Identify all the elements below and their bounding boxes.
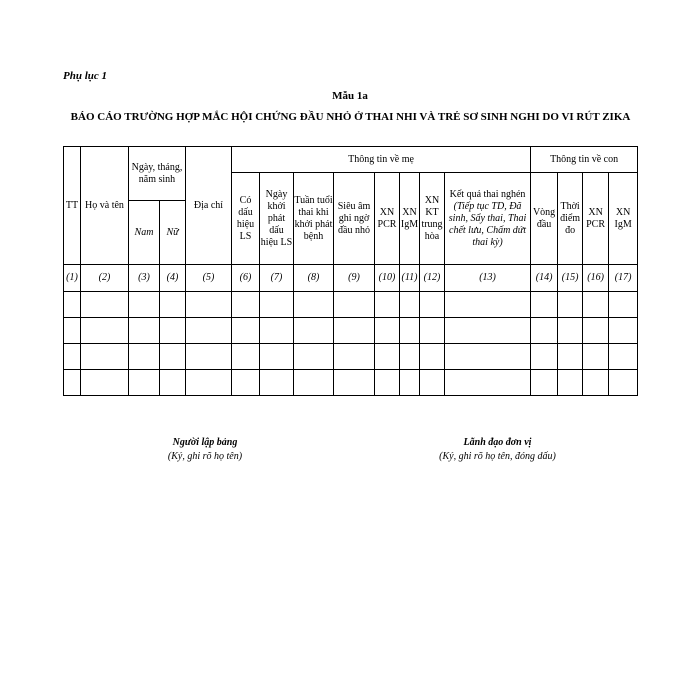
table-cell[interactable]: [609, 344, 638, 370]
form-code: Mẫu 1a: [332, 90, 368, 102]
table-cell[interactable]: [420, 292, 445, 318]
col-header-name: Họ và tên: [81, 147, 129, 265]
table-row: [64, 344, 638, 370]
table-cell[interactable]: [400, 370, 420, 396]
col-header-female: Nữ: [160, 201, 186, 265]
table-cell[interactable]: [558, 318, 583, 344]
table-row: [64, 318, 638, 344]
table-cell[interactable]: [160, 370, 186, 396]
column-number: (15): [558, 265, 583, 292]
outcome-options: (Tiếp tục TD, Đã sinh, Sẩy thai, Thai chết lưu, Chấm dứt thai kỳ): [448, 200, 527, 248]
table-cell[interactable]: [260, 318, 294, 344]
table-cell[interactable]: [232, 344, 260, 370]
col-header-pregnancy-outcome: [445, 173, 531, 265]
table-cell[interactable]: [445, 370, 531, 396]
table-cell[interactable]: [583, 344, 609, 370]
report-title: BÁO CÁO TRƯỜNG HỢP MẮC HỘI CHỨNG ĐẦU NHỎ Ở THAI NHI VÀ TRẺ SƠ SINH NGHI DO VI RÚT ZIKA: [70, 111, 631, 123]
group-header-child: Thông tin về con: [531, 147, 638, 173]
table-cell[interactable]: [186, 318, 232, 344]
col-header-head-circumference: Vòng đầu: [531, 173, 558, 265]
table-cell[interactable]: [583, 318, 609, 344]
col-header-tt: TT: [64, 147, 81, 265]
column-number: (13): [445, 265, 531, 292]
table-cell[interactable]: [558, 370, 583, 396]
table-cell[interactable]: [609, 370, 638, 396]
table-cell[interactable]: [400, 292, 420, 318]
column-number: (9): [334, 265, 375, 292]
table-cell[interactable]: [64, 292, 81, 318]
table-cell[interactable]: [375, 318, 400, 344]
table-cell[interactable]: [294, 292, 334, 318]
signature-block-preparer: [140, 436, 270, 464]
table-cell[interactable]: [334, 318, 375, 344]
table-cell[interactable]: [186, 370, 232, 396]
col-header-ultrasound: Siêu âm ghi ngờ đầu nhỏ: [334, 173, 375, 265]
column-number: (14): [531, 265, 558, 292]
table-cell[interactable]: [445, 318, 531, 344]
table-cell[interactable]: [445, 344, 531, 370]
table-cell[interactable]: [81, 292, 129, 318]
table-cell[interactable]: [129, 318, 160, 344]
column-number: (4): [160, 265, 186, 292]
col-header-address: Địa chỉ: [186, 147, 232, 265]
table-cell[interactable]: [64, 370, 81, 396]
table-cell[interactable]: [81, 370, 129, 396]
table-cell[interactable]: [531, 344, 558, 370]
table-cell[interactable]: [531, 292, 558, 318]
table-cell[interactable]: [232, 292, 260, 318]
table-cell[interactable]: [400, 344, 420, 370]
col-header-child-igm: XN IgM: [609, 173, 638, 265]
appendix-label: Phụ lục 1: [63, 70, 108, 82]
table-cell[interactable]: [531, 370, 558, 396]
table-cell[interactable]: [64, 344, 81, 370]
table-cell[interactable]: [334, 344, 375, 370]
col-header-male: Nam: [129, 201, 160, 265]
outcome-label: Kết quả thai nghén: [449, 188, 526, 200]
table-cell[interactable]: [160, 344, 186, 370]
col-header-gestational-week: Tuần tuổi thai khi khởi phát bệnh: [294, 173, 334, 265]
column-number: (10): [375, 265, 400, 292]
signature-block-head: [415, 436, 580, 464]
column-number: (11): [400, 265, 420, 292]
head-note: (Ký, ghi rõ họ tên, đóng dấu): [439, 451, 556, 462]
table-cell[interactable]: [186, 344, 232, 370]
table-cell[interactable]: [232, 370, 260, 396]
table-cell[interactable]: [260, 292, 294, 318]
table-cell[interactable]: [294, 370, 334, 396]
head-role: Lãnh đạo đơn vị: [463, 437, 532, 448]
column-number: (6): [232, 265, 260, 292]
table-cell[interactable]: [558, 344, 583, 370]
blank-rows: [64, 292, 638, 396]
table-cell[interactable]: [260, 344, 294, 370]
group-header-mother: Thông tin về mẹ: [232, 147, 531, 173]
table-cell[interactable]: [129, 292, 160, 318]
table-cell[interactable]: [186, 292, 232, 318]
table-row: [64, 292, 638, 318]
table-cell[interactable]: [129, 344, 160, 370]
table-cell[interactable]: [420, 344, 445, 370]
table-cell[interactable]: [294, 344, 334, 370]
table-cell[interactable]: [129, 370, 160, 396]
preparer-role: Người lập bảng: [172, 437, 238, 448]
column-number: (5): [186, 265, 232, 292]
table-cell[interactable]: [260, 370, 294, 396]
table-cell[interactable]: [334, 292, 375, 318]
table-row: [64, 370, 638, 396]
table-cell[interactable]: [558, 292, 583, 318]
table-cell[interactable]: [160, 318, 186, 344]
table-cell[interactable]: [334, 370, 375, 396]
col-header-child-pcr: XN PCR: [583, 173, 609, 265]
table-cell[interactable]: [375, 370, 400, 396]
column-number: (3): [129, 265, 160, 292]
column-number-row: [64, 265, 638, 292]
table-cell[interactable]: [609, 318, 638, 344]
table-cell[interactable]: [445, 292, 531, 318]
table-cell[interactable]: [81, 318, 129, 344]
col-header-dob: Ngày, tháng, năm sinh: [129, 147, 186, 201]
table-cell[interactable]: [531, 318, 558, 344]
column-number: (7): [260, 265, 294, 292]
col-header-measure-time: Thời điểm đo: [558, 173, 583, 265]
table-cell[interactable]: [160, 292, 186, 318]
column-number: (8): [294, 265, 334, 292]
column-number: (12): [420, 265, 445, 292]
table-cell[interactable]: [81, 344, 129, 370]
table-cell[interactable]: [232, 318, 260, 344]
column-number: (17): [609, 265, 638, 292]
table-cell[interactable]: [294, 318, 334, 344]
col-header-clinical-sign: Có dấu hiệu LS: [232, 173, 260, 265]
column-number: (2): [81, 265, 129, 292]
table-cell[interactable]: [400, 318, 420, 344]
table-cell[interactable]: [375, 344, 400, 370]
col-header-neutralizing-ab: XN KT trung hòa: [420, 173, 445, 265]
preparer-note: (Ký, ghi rõ họ tên): [167, 451, 243, 462]
table-cell[interactable]: [375, 292, 400, 318]
column-number: (1): [64, 265, 81, 292]
report-table: [63, 146, 638, 396]
table-cell[interactable]: [583, 292, 609, 318]
table-cell[interactable]: [64, 318, 81, 344]
col-header-onset-date: Ngày khởi phát dấu hiệu LS: [260, 173, 294, 265]
col-header-mother-pcr: XN PCR: [375, 173, 400, 265]
table-cell[interactable]: [420, 370, 445, 396]
column-number: (16): [583, 265, 609, 292]
table-cell[interactable]: [583, 370, 609, 396]
col-header-mother-igm: XN IgM: [400, 173, 420, 265]
table-cell[interactable]: [420, 318, 445, 344]
table-cell[interactable]: [609, 292, 638, 318]
